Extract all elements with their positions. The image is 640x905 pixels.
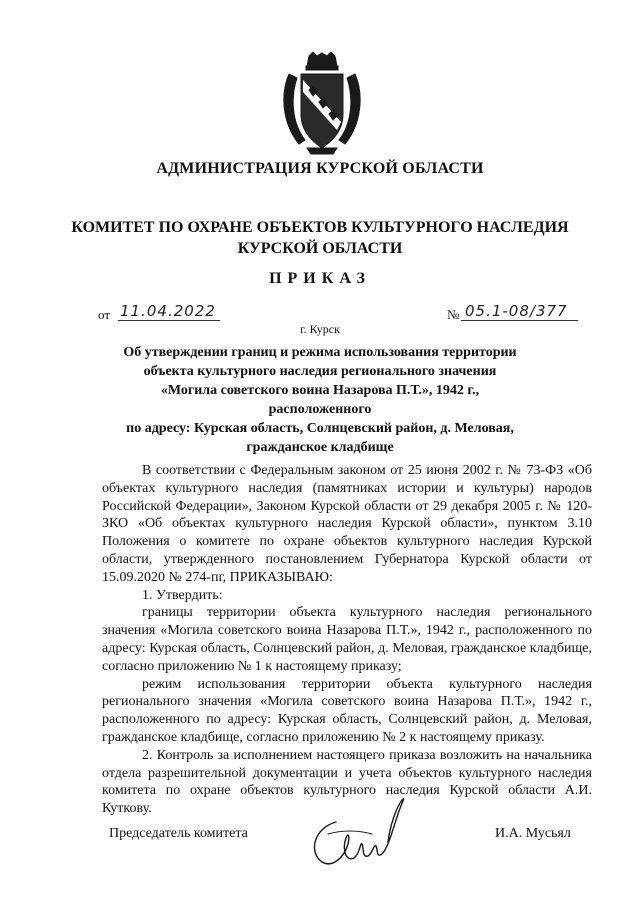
subject-line: Об утверждении границ и режима использования территории <box>123 345 517 360</box>
order-subject <box>110 343 530 457</box>
kursk-coat-of-arms-icon <box>279 52 365 156</box>
subject-line: «Могила советского воина Назарова П.Т.», 1942 г., расположенного <box>160 383 480 417</box>
order-date: 11.04.2022 <box>118 302 220 321</box>
signatory-name: И.А. Мусьял <box>495 826 571 841</box>
document-type: ПРИКАЗ <box>269 270 371 287</box>
committee-heading-line1: КОМИТЕТ ПО ОХРАНЕ ОБЪЕКТОВ КУЛЬТУРНОГО НАСЛЕДИЯ <box>71 219 569 236</box>
body-paragraph-item1: 1. Утвердить: <box>142 587 223 603</box>
subject-line: по адресу: Курская область, Солнцевский район, д. Меловая, <box>126 421 514 436</box>
subject-line: объекта культурного наследия регионального значения <box>143 364 497 379</box>
body-paragraph-item2: 2. Контроль за исполнением настоящего приказа возложить на начальника отдела разрешительной документации и учета объектов культурного наследия комитета по охране объектов культурного наследия Курской области А.И. Куткову. <box>102 747 592 817</box>
city: г. Курск <box>300 322 340 336</box>
body-paragraph-regime: режим использования территории объекта культурного наследия регионального значения «Могила советского воина Назарова П.Т.», 1942 г., расположенного по адресу: Курская область, Солнцевский район, д. Меловая, гражданское кладбище, согласно приложению № 2 к настоящему приказу. <box>102 676 592 745</box>
signatory-title: Председатель комитета <box>109 826 248 841</box>
order-body <box>102 462 592 818</box>
number-label: № <box>447 307 460 322</box>
administration-heading: АДМИНИСТРАЦИЯ КУРСКОЙ ОБЛАСТИ <box>156 160 484 177</box>
handwritten-signature-icon <box>302 792 414 874</box>
subject-line: гражданское кладбище <box>246 440 394 455</box>
date-label: от <box>98 307 111 322</box>
committee-heading <box>0 217 640 259</box>
order-number: 05.1-08/377 <box>461 302 578 321</box>
body-paragraph-boundaries: границы территории объекта культурного наследия регионального значения «Могила советского воина Назарова П.Т.», 1942 г., расположенного по адресу: Курская область, Солнцевский район, д. Меловая, гражданское кладбище, согласно приложению № 1 к настоящему приказу; <box>102 605 592 674</box>
body-paragraph-preamble: В соответствии с Федеральным законом от 25 июня 2002 г. № 73-ФЗ «Об объектах культурного наследия (памятниках истории и культуры) народов Российской Федерации», Законом Курской области от 29 декабря 2005 г. № 120-ЗКО «Об объектах культурного наследия Курской области», пунктом 3.10 Положения о комитете по охране объектов культурного наследия Курской области, утвержденного постановлением Губернатора Курской области от 15.09.2020 № 274-пг, ПРИКАЗЫВАЮ: <box>102 463 592 585</box>
committee-heading-line2: КУРСКОЙ ОБЛАСТИ <box>237 240 403 257</box>
